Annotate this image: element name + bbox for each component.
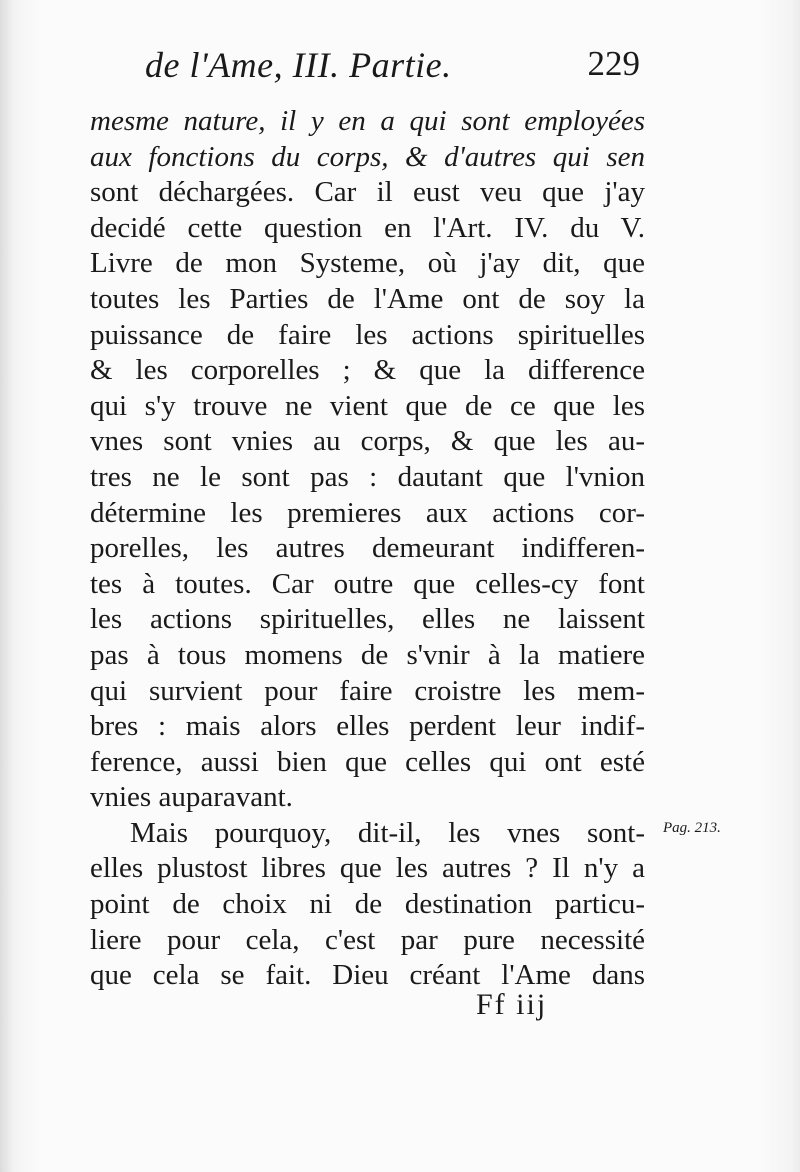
text-line: Mais pourquoy, dit-il, les vnes sont- <box>130 816 645 849</box>
text-line: aux fonctions du corps, & d'autres qui sen <box>90 140 645 173</box>
running-head <box>145 44 640 94</box>
text-line: porelles, les autres demeurant indifferen- <box>90 532 645 565</box>
text-line: liere pour cela, c'est par pure necessité <box>90 923 645 956</box>
text-line: ference, aussi bien que celles qui ont esté <box>90 745 645 778</box>
text-line: elles plustost libres que les autres ? Il n'y a <box>90 852 645 885</box>
text-line: vnies auparavant. <box>90 781 293 814</box>
body-text <box>90 104 645 994</box>
text-line: tes à toutes. Car outre que celles-cy font <box>90 567 645 600</box>
text-line: qui survient pour faire croistre les mem- <box>90 674 645 707</box>
margin-note: Pag. 213. <box>663 820 721 836</box>
text-line: sont déchargées. Car il eust veu que j'ay <box>90 176 645 209</box>
text-line: tres ne le sont pas : dautant que l'vnion <box>90 460 645 493</box>
signature-mark: Ff iij <box>476 988 548 1021</box>
text-line: détermine les premieres aux actions cor- <box>90 496 645 529</box>
text-line: decidé cette question en l'Art. IV. du V. <box>90 211 645 244</box>
text-line: qui s'y trouve ne vient que de ce que les <box>90 389 645 422</box>
text-line: que cela se fait. Dieu créant l'Ame dans <box>90 959 645 992</box>
text-line: Livre de mon Systeme, où j'ay dit, que <box>90 247 645 280</box>
text-line: bres : mais alors elles perdent leur indif- <box>90 710 645 743</box>
text-line: point de choix ni de destination particu- <box>90 888 645 921</box>
text-line: mesme nature, il y en a qui sont employées <box>90 105 645 137</box>
page-number: 229 <box>587 44 640 83</box>
running-title: de l'Ame, III. Partie. <box>145 45 452 85</box>
text-line: toutes les Parties de l'Ame ont de soy la <box>90 282 645 315</box>
text-line: puissance de faire les actions spirituelles <box>90 318 645 351</box>
text-line: & les corporelles ; & que la difference <box>90 354 645 387</box>
text-line: pas à tous momens de s'vnir à la matiere <box>90 638 645 671</box>
text-line: vnes sont vnies au corps, & que les au- <box>90 425 645 458</box>
text-line: les actions spirituelles, elles ne laissent <box>90 603 645 636</box>
